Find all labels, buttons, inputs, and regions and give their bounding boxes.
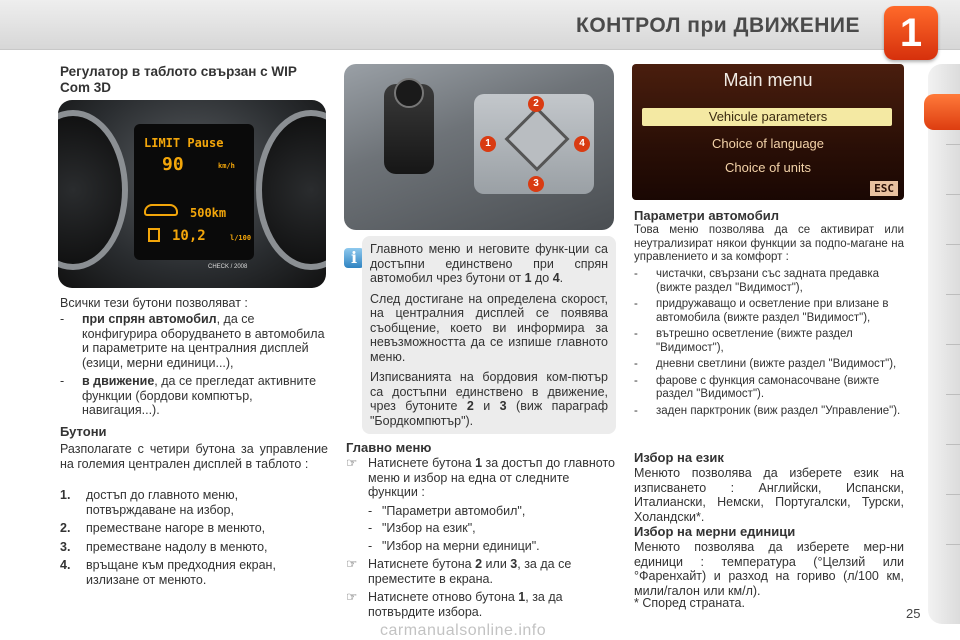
menu-item-language[interactable]: Choice of language <box>711 136 825 151</box>
params-intro: Това меню позволява да се активират или неутрализират някои функции за подпо-магане на управлението и за комфорт : <box>634 224 904 263</box>
page-header <box>0 0 960 50</box>
consumption-value: 10,2 <box>172 228 206 244</box>
dash-label: CHECK / 2008 <box>208 264 248 270</box>
list-item: 4. връщане към предходния екран, излизане от менюто. <box>60 558 276 587</box>
usage-list <box>60 312 328 418</box>
control-pad <box>504 106 569 171</box>
list-item: 3. преместване надолу в менюто, <box>60 539 268 554</box>
limit-status: LIMIT Pause <box>144 136 224 150</box>
list-item: - фарове с функция самонасочване (вижте раздел "Видимост"). <box>634 374 880 400</box>
main-menu-screen <box>632 64 904 200</box>
list-item: - вътрешно осветление (вижте раздел "Видимост"), <box>634 328 853 354</box>
section-title: Регулатор в таблото свързан с WIP Com 3D <box>60 64 297 95</box>
button-1-marker: 1 <box>480 136 496 152</box>
units-heading: Избор на мерни единици <box>634 524 796 539</box>
language-text: Менюто позволява да изберете език на изписването : Английски, Испански, Италиански, Немски, Португалски, Турски, Холандски*. <box>634 466 904 524</box>
list-item: - "Параметри автомобил", <box>368 503 526 518</box>
units-text: Менюто позволява да изберете мер-ни единици : температура (°Целзий или °Фаренхайт) и разход на гориво (л/100 км, мили/галон или км/л). <box>634 540 904 598</box>
speed-unit: km/h <box>218 162 235 170</box>
watermark: carmanualsonline.info <box>380 622 547 639</box>
chapter-tab-strip <box>928 64 960 624</box>
chapter-title: КОНТРОЛ при ДВИЖЕНИЕ <box>576 14 860 37</box>
main-menu-steps <box>346 456 616 619</box>
consumption-unit: l/100 <box>230 234 252 242</box>
menu-title: Main menu <box>723 70 813 90</box>
right-dial <box>256 110 326 270</box>
intro-text: Всички тези бутони позволяват : <box>60 296 248 310</box>
list-item: - в движение, да се прегледат активните функции (бордови компютър, навигация...). <box>60 374 317 417</box>
speed-value: 90 <box>162 154 184 175</box>
info-paragraph: Главното меню и неговите функ-ции са достъпни единствено при спрян автомобил чрез бутони от 1 до 4. <box>370 242 608 285</box>
menu-item-vehicle-parameters[interactable]: Vehicule parameters <box>708 109 828 124</box>
button-2-marker: 2 <box>528 96 544 112</box>
button-4-marker: 4 <box>574 136 590 152</box>
sub-list <box>346 504 616 554</box>
list-item: ☞ Натиснете бутона 2 или 3, за да се преместите в екрана. <box>346 557 572 586</box>
info-box <box>362 236 616 434</box>
list-item: ☞ Натиснете отново бутона 1, за да потвърдите избора. <box>346 590 563 619</box>
car-icon <box>144 204 178 216</box>
dashboard-photo <box>58 100 326 288</box>
control-buttons-panel <box>474 94 594 194</box>
left-dial <box>58 110 128 270</box>
esc-button[interactable]: ESC <box>870 181 898 196</box>
list-item: - при спрян автомобил, да се конфигурира оборудването в автомобила и параметрите на централния дисплей (езици, мерни единици...), <box>60 312 325 370</box>
chapter-badge: 1 <box>884 6 938 60</box>
list-item: - дневни светлини (вижте раздел "Видимост"), <box>634 358 897 370</box>
button-3-marker: 3 <box>528 176 544 192</box>
main-menu-heading: Главно меню <box>346 440 432 455</box>
list-item: - заден парктроник (виж раздел "Управление"). <box>634 404 901 417</box>
info-paragraph: След достигане на определена скорост, на централния дисплей се появява съобщение, което ви информира за невъзможността да се изпише главното меню. <box>370 291 608 364</box>
params-heading: Параметри автомобил <box>634 208 780 223</box>
list-item: ☞ Натиснете бутона 1 за достъп до главното меню и избор на една от следните функции : <box>346 456 615 499</box>
active-chapter-tab <box>924 94 960 130</box>
language-heading: Избор на език <box>634 450 724 465</box>
fuel-pump-icon <box>148 228 160 242</box>
params-list <box>634 268 904 418</box>
list-item: 2. преместване нагоре в менюто, <box>60 521 266 535</box>
buttons-heading: Бутони <box>60 424 107 439</box>
menu-item-units[interactable]: Choice of units <box>725 160 811 175</box>
list-item: - "Избор на език", <box>368 521 476 535</box>
list-item: - придружаващо и осветление при влизане в автомобила (вижте раздел "Видимост"), <box>634 298 889 324</box>
center-console-photo <box>344 64 614 230</box>
list-item: - чистачки, свързани със задната предавка (вижте раздел "Видимост"), <box>634 268 879 294</box>
footnote: * Според страната. <box>634 596 745 610</box>
instrument-display <box>134 124 254 260</box>
range-value: 500km <box>190 206 227 220</box>
buttons-list <box>60 488 328 587</box>
page-number: 25 <box>906 606 921 621</box>
list-item: - "Избор на мерни единици". <box>368 538 540 553</box>
info-paragraph: Изписванията на бордовия ком-пютър са достъпни единствено в движение, чрез бутоните 2 и 3 (виж параграф "Бордкомпютър"). <box>370 370 608 428</box>
info-icon: i <box>344 248 364 268</box>
buttons-intro: Разполагате с четири бутона за управление на големия централен дисплей в таблото : <box>60 442 328 471</box>
gear-knob <box>394 78 424 108</box>
list-item: 1. достъп до главното меню, потвърждаване на избор, <box>60 488 239 517</box>
